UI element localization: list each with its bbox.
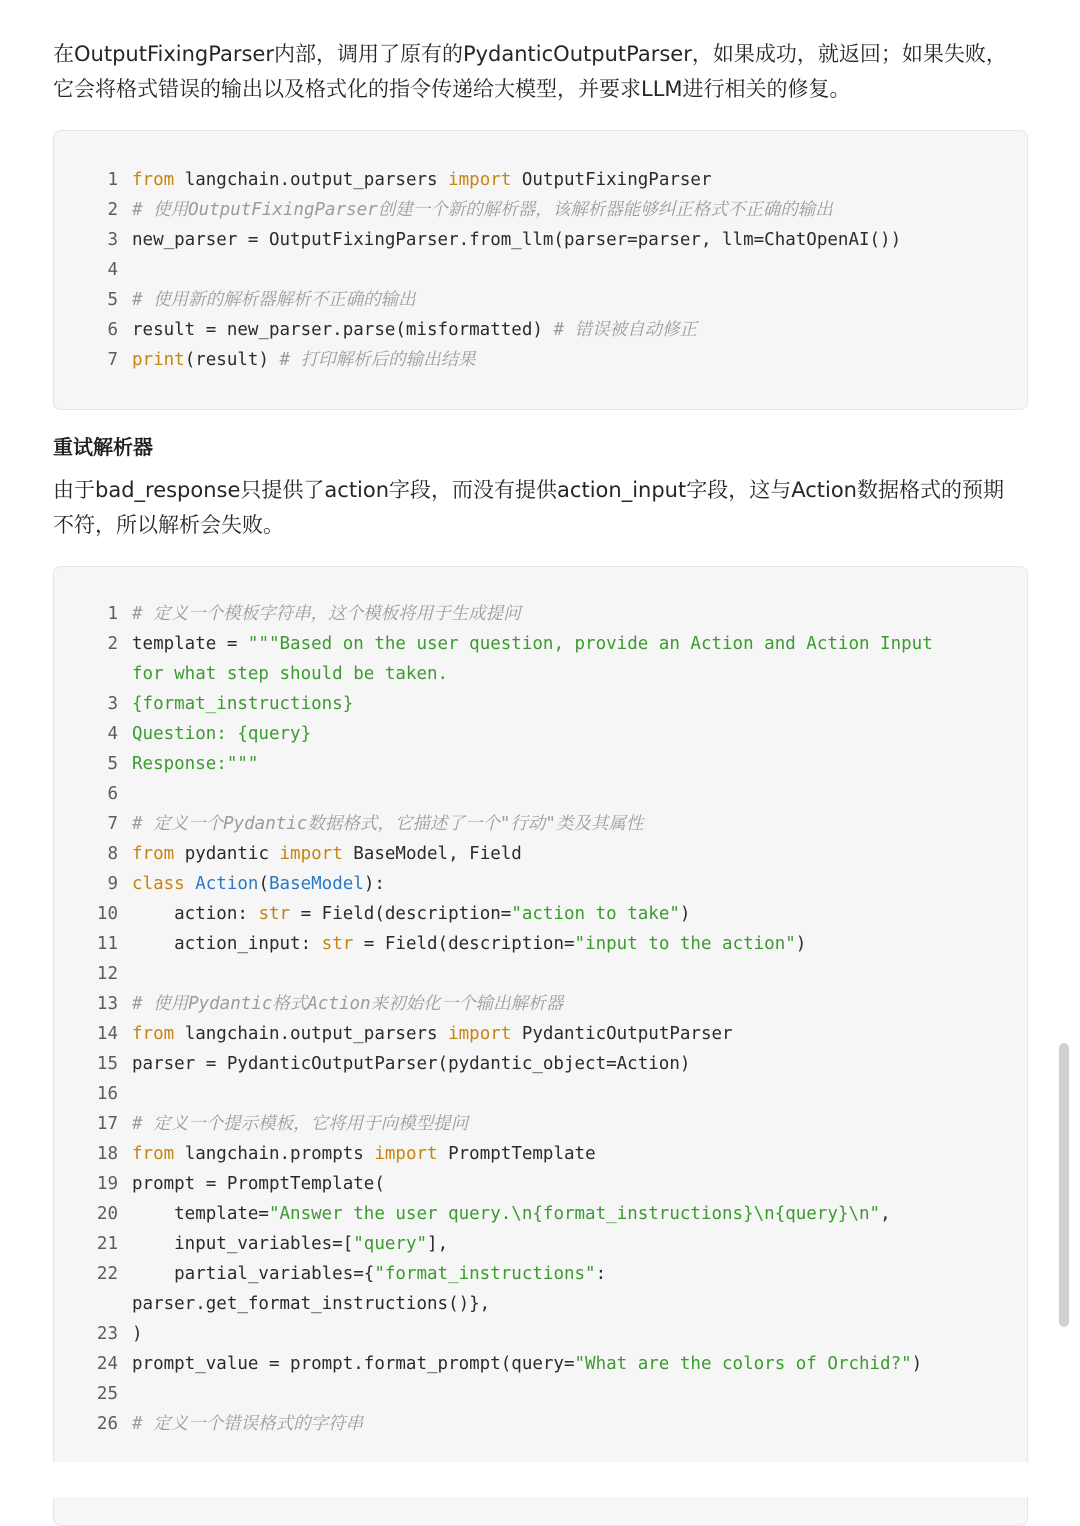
code-string: Question: {query} [132, 724, 312, 744]
line-number: 6 [107, 320, 118, 340]
code-line [54, 1289, 1027, 1319]
code-block-2 [53, 566, 1028, 1526]
code-token: : [595, 1264, 607, 1284]
line-number: 20 [96, 1204, 118, 1224]
code-token: partial_variables={ [132, 1264, 375, 1284]
code-line [54, 345, 1027, 375]
code-keyword: print [132, 350, 185, 370]
code-string: "query" [353, 1234, 428, 1254]
code-keyword: from [132, 1144, 175, 1164]
line-number: 7 [107, 350, 118, 370]
code-line [54, 1139, 1027, 1169]
code-text [132, 599, 521, 629]
code-token: (result) [184, 350, 280, 370]
code-line [54, 599, 1027, 629]
code-token: parser = PydanticOutputParser(pydantic_object=Action) [132, 1054, 691, 1074]
code-comment: # 使用OutputFixingParser创建一个新的解析器，该解析器能够纠正格式不正确的输出 [132, 200, 833, 220]
line-number: 4 [107, 724, 118, 744]
code-text [132, 1319, 143, 1349]
code-line [54, 1349, 1027, 1379]
code-block-1-lines [54, 165, 1027, 375]
code-text [132, 1019, 733, 1049]
code-line [54, 929, 1027, 959]
code-token: template = [132, 634, 248, 654]
code-token: new_parser = OutputFixingParser.from_llm(parser=parser, llm=ChatOpenAI()) [132, 230, 902, 250]
code-text [132, 929, 806, 959]
code-keyword: from [132, 844, 175, 864]
line-number: 26 [96, 1414, 118, 1434]
code-text [132, 285, 416, 315]
code-comment: # 定义一个提示模板，它将用于向模型提问 [132, 1114, 469, 1134]
line-number: 8 [107, 844, 118, 864]
code-token: result = new_parser.parse(misformatted) [132, 320, 554, 340]
page-bottom-edge [0, 1462, 1080, 1497]
code-keyword: import [374, 1144, 438, 1164]
code-line [54, 1169, 1027, 1199]
code-text [132, 869, 385, 899]
line-number: 7 [107, 814, 118, 834]
line-number: 6 [107, 784, 118, 804]
code-text [132, 989, 563, 1019]
code-keyword: from [132, 170, 175, 190]
code-string: {format_instructions} [132, 694, 354, 714]
code-comment: # 使用新的解析器解析不正确的输出 [132, 290, 416, 310]
code-line [54, 285, 1027, 315]
code-token: ) [911, 1354, 923, 1374]
code-token: OutputFixingParser [511, 170, 712, 190]
code-comment: # 错误被自动修正 [553, 320, 698, 340]
code-keyword: str [258, 904, 291, 924]
code-line [54, 1259, 1027, 1289]
code-keyword: import [279, 844, 343, 864]
scrollbar-thumb[interactable] [1059, 1043, 1069, 1327]
code-text [132, 839, 522, 869]
code-token: action: [132, 904, 259, 924]
code-line [54, 719, 1027, 749]
code-keyword: import [448, 1024, 512, 1044]
code-text [132, 195, 833, 225]
code-class-name: BaseModel [269, 874, 364, 894]
code-line [54, 779, 1027, 809]
code-block-1 [53, 130, 1028, 410]
code-text [132, 1049, 690, 1079]
code-line [54, 1049, 1027, 1079]
line-number: 10 [96, 904, 118, 924]
code-text [132, 1289, 490, 1319]
line-number: 23 [96, 1324, 118, 1344]
code-token [185, 874, 196, 894]
code-text [132, 165, 712, 195]
code-token: input_variables=[ [132, 1234, 354, 1254]
code-text [132, 345, 476, 375]
code-token: ) [132, 1324, 143, 1344]
code-text [132, 1259, 606, 1289]
line-number: 1 [107, 604, 118, 624]
code-text [132, 315, 697, 345]
code-line [54, 1079, 1027, 1109]
code-token: ): [363, 874, 385, 894]
code-class-name: Action [195, 874, 259, 894]
code-keyword: class [132, 874, 185, 894]
code-string: for what step should be taken. [132, 664, 449, 684]
line-number: 13 [96, 994, 118, 1014]
line-number: 3 [107, 694, 118, 714]
code-line [54, 1229, 1027, 1259]
code-string: Response:""" [132, 754, 259, 774]
code-text [132, 1409, 363, 1439]
code-token: PromptTemplate [437, 1144, 596, 1164]
code-token: langchain.prompts [174, 1144, 375, 1164]
code-text [132, 1229, 448, 1259]
code-text [132, 1199, 891, 1229]
code-comment: # 定义一个模板字符串，这个模板将用于生成提问 [132, 604, 521, 624]
code-line [54, 195, 1027, 225]
intro-line-1: 在OutputFixingParser内部，调用了原有的PydanticOutputParser，如果成功，就返回；如果失败， [53, 42, 1007, 66]
line-number: 5 [107, 290, 118, 310]
code-string: "Answer the user query.\n{format_instructions}\n{query}\n" [268, 1204, 881, 1224]
line-number: 17 [96, 1114, 118, 1134]
code-text [132, 689, 353, 719]
code-string: "input to the action" [574, 934, 796, 954]
explanation-paragraph [53, 473, 1028, 543]
code-token: prompt_value = prompt.format_prompt(query= [132, 1354, 575, 1374]
code-text [132, 1169, 385, 1199]
line-number: 5 [107, 754, 118, 774]
line-number: 9 [107, 874, 118, 894]
code-text [132, 1139, 596, 1169]
code-block-2-lines [54, 599, 1027, 1439]
code-text [132, 629, 933, 659]
code-token: = Field(description= [290, 904, 512, 924]
code-token: prompt = PromptTemplate( [132, 1174, 385, 1194]
code-line [54, 869, 1027, 899]
code-line [54, 659, 1027, 689]
line-number: 15 [96, 1054, 118, 1074]
code-line [54, 749, 1027, 779]
line-number: 3 [107, 230, 118, 250]
code-line [54, 315, 1027, 345]
code-line [54, 225, 1027, 255]
code-token: template= [132, 1204, 269, 1224]
line-number: 2 [107, 634, 118, 654]
line-number: 14 [96, 1024, 118, 1044]
code-line [54, 1379, 1027, 1409]
code-token: langchain.output_parsers [174, 1024, 449, 1044]
code-line [54, 255, 1027, 285]
code-text [132, 1349, 922, 1379]
code-text [132, 899, 690, 929]
code-line [54, 899, 1027, 929]
intro-paragraph [53, 37, 1028, 107]
code-token: , [880, 1204, 891, 1224]
code-line [54, 989, 1027, 1019]
code-text [132, 659, 448, 689]
explanation-line-2: 不符，所以解析会失败。 [53, 513, 284, 537]
code-line [54, 629, 1027, 659]
code-line [54, 689, 1027, 719]
code-line [54, 1199, 1027, 1229]
intro-line-2: 它会将格式错误的输出以及格式化的指令传递给大模型，并要求LLM进行相关的修复。 [53, 77, 851, 101]
code-token: = Field(description= [353, 934, 575, 954]
line-number: 2 [107, 200, 118, 220]
line-number: 25 [96, 1384, 118, 1404]
code-keyword: from [132, 1024, 175, 1044]
code-line [54, 165, 1027, 195]
line-number: 11 [96, 934, 118, 954]
code-string: "format_instructions" [374, 1264, 596, 1284]
code-token: ) [795, 934, 807, 954]
code-token: parser.get_format_instructions()}, [132, 1294, 491, 1314]
code-string: "action to take" [511, 904, 680, 924]
code-text [132, 809, 643, 839]
line-number: 21 [96, 1234, 118, 1254]
code-token: ) [679, 904, 691, 924]
code-string: """Based on the user question, provide an Action and Action Input [247, 634, 933, 654]
line-number: 16 [96, 1084, 118, 1104]
code-comment: # 定义一个错误格式的字符串 [132, 1414, 364, 1434]
code-token: BaseModel, Field [342, 844, 522, 864]
code-keyword: import [448, 170, 512, 190]
code-line [54, 1109, 1027, 1139]
code-line [54, 1019, 1027, 1049]
section-heading: 重试解析器 [53, 435, 153, 459]
code-line [54, 839, 1027, 869]
code-token: ], [427, 1234, 449, 1254]
code-comment: # 使用Pydantic格式Action来初始化一个输出解析器 [132, 994, 564, 1014]
code-token: PydanticOutputParser [511, 1024, 733, 1044]
line-number: 22 [96, 1264, 118, 1284]
code-line [54, 809, 1027, 839]
code-comment: # 定义一个Pydantic数据格式，它描述了一个"行动"类及其属性 [132, 814, 644, 834]
code-token: ( [258, 874, 269, 894]
code-line [54, 1319, 1027, 1349]
code-string: "What are the colors of Orchid?" [574, 1354, 912, 1374]
code-text [132, 225, 901, 255]
code-comment: # 打印解析后的输出结果 [279, 350, 476, 370]
code-text [132, 749, 258, 779]
line-number: 1 [107, 170, 118, 190]
explanation-line-1: 由于bad_response只提供了action字段，而没有提供action_input字段，这与Action数据格式的预期 [53, 478, 1004, 502]
line-number: 19 [96, 1174, 118, 1194]
line-number: 24 [96, 1354, 118, 1374]
line-number: 12 [96, 964, 118, 984]
line-number: 4 [107, 260, 118, 280]
code-line [54, 1409, 1027, 1439]
code-token: pydantic [174, 844, 280, 864]
code-text [132, 719, 311, 749]
line-number: 18 [96, 1144, 118, 1164]
code-token: action_input: [132, 934, 322, 954]
code-token: langchain.output_parsers [174, 170, 449, 190]
code-line [54, 959, 1027, 989]
code-text [132, 1109, 468, 1139]
code-keyword: str [321, 934, 354, 954]
